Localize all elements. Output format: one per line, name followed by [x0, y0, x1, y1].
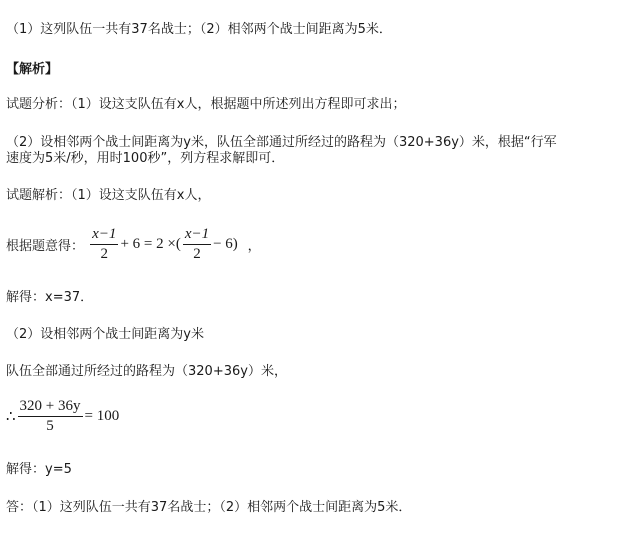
analysis-header: 【解析】 [6, 62, 59, 77]
equation1-suffix: ， [247, 238, 261, 254]
analysis-part2-line2: 速度为5米/秒，用时100秒”，列方程求解即可． [6, 151, 285, 166]
answer-x: 解得：x=37． [6, 290, 94, 305]
equation1-end: − 6) [213, 236, 238, 252]
analysis-part1: 试题分析：（1）设这支队伍有x人，根据题中所述列出方程即可求出； [6, 97, 406, 112]
analysis-part2-line1: （2）设相邻两个战士间距离为y米，队伍全部通过所经过的路程为（320+36y）米，根据“行军 [6, 135, 557, 150]
equation1-middle: + 6 = 2 ×( [120, 236, 181, 252]
final-answer: 答：（1）这列队伍一共有37名战士；（2）相邻两个战士间距离为5米． [6, 500, 412, 515]
equation1-fraction-1 [90, 226, 118, 263]
equation1-frac2-numerator: x−1 [184, 226, 210, 242]
equation1-frac1-numerator: x−1 [92, 226, 117, 242]
equation2-rhs: = 100 [84, 408, 120, 424]
equation2 [6, 398, 119, 435]
solution-part1: 试题解析：（1）设这支队伍有x人， [6, 188, 211, 203]
equation1 [88, 226, 241, 262]
equation1-frac1-denominator: 2 [100, 246, 109, 262]
therefore-symbol: ∴ [6, 409, 16, 425]
answer-y: 解得：y=5 [6, 462, 72, 477]
part2-path: 队伍全部通过所经过的路程为（320+36y）米， [6, 364, 287, 379]
equation2-numerator: 320 + 36y [19, 398, 81, 414]
intro-line: （1）这列队伍一共有37名战士；（2）相邻两个战士间距离为5米． [6, 22, 392, 37]
equation1-fraction-2 [183, 226, 211, 263]
equation1-frac2-denominator: 2 [193, 246, 201, 262]
part2-setup: （2）设相邻两个战士间距离为y米 [6, 327, 204, 342]
equation2-fraction [18, 398, 83, 435]
equation1-prefix: 根据题意得： [6, 238, 85, 254]
equation2-denominator: 5 [46, 418, 54, 434]
equation1-row [6, 226, 261, 263]
